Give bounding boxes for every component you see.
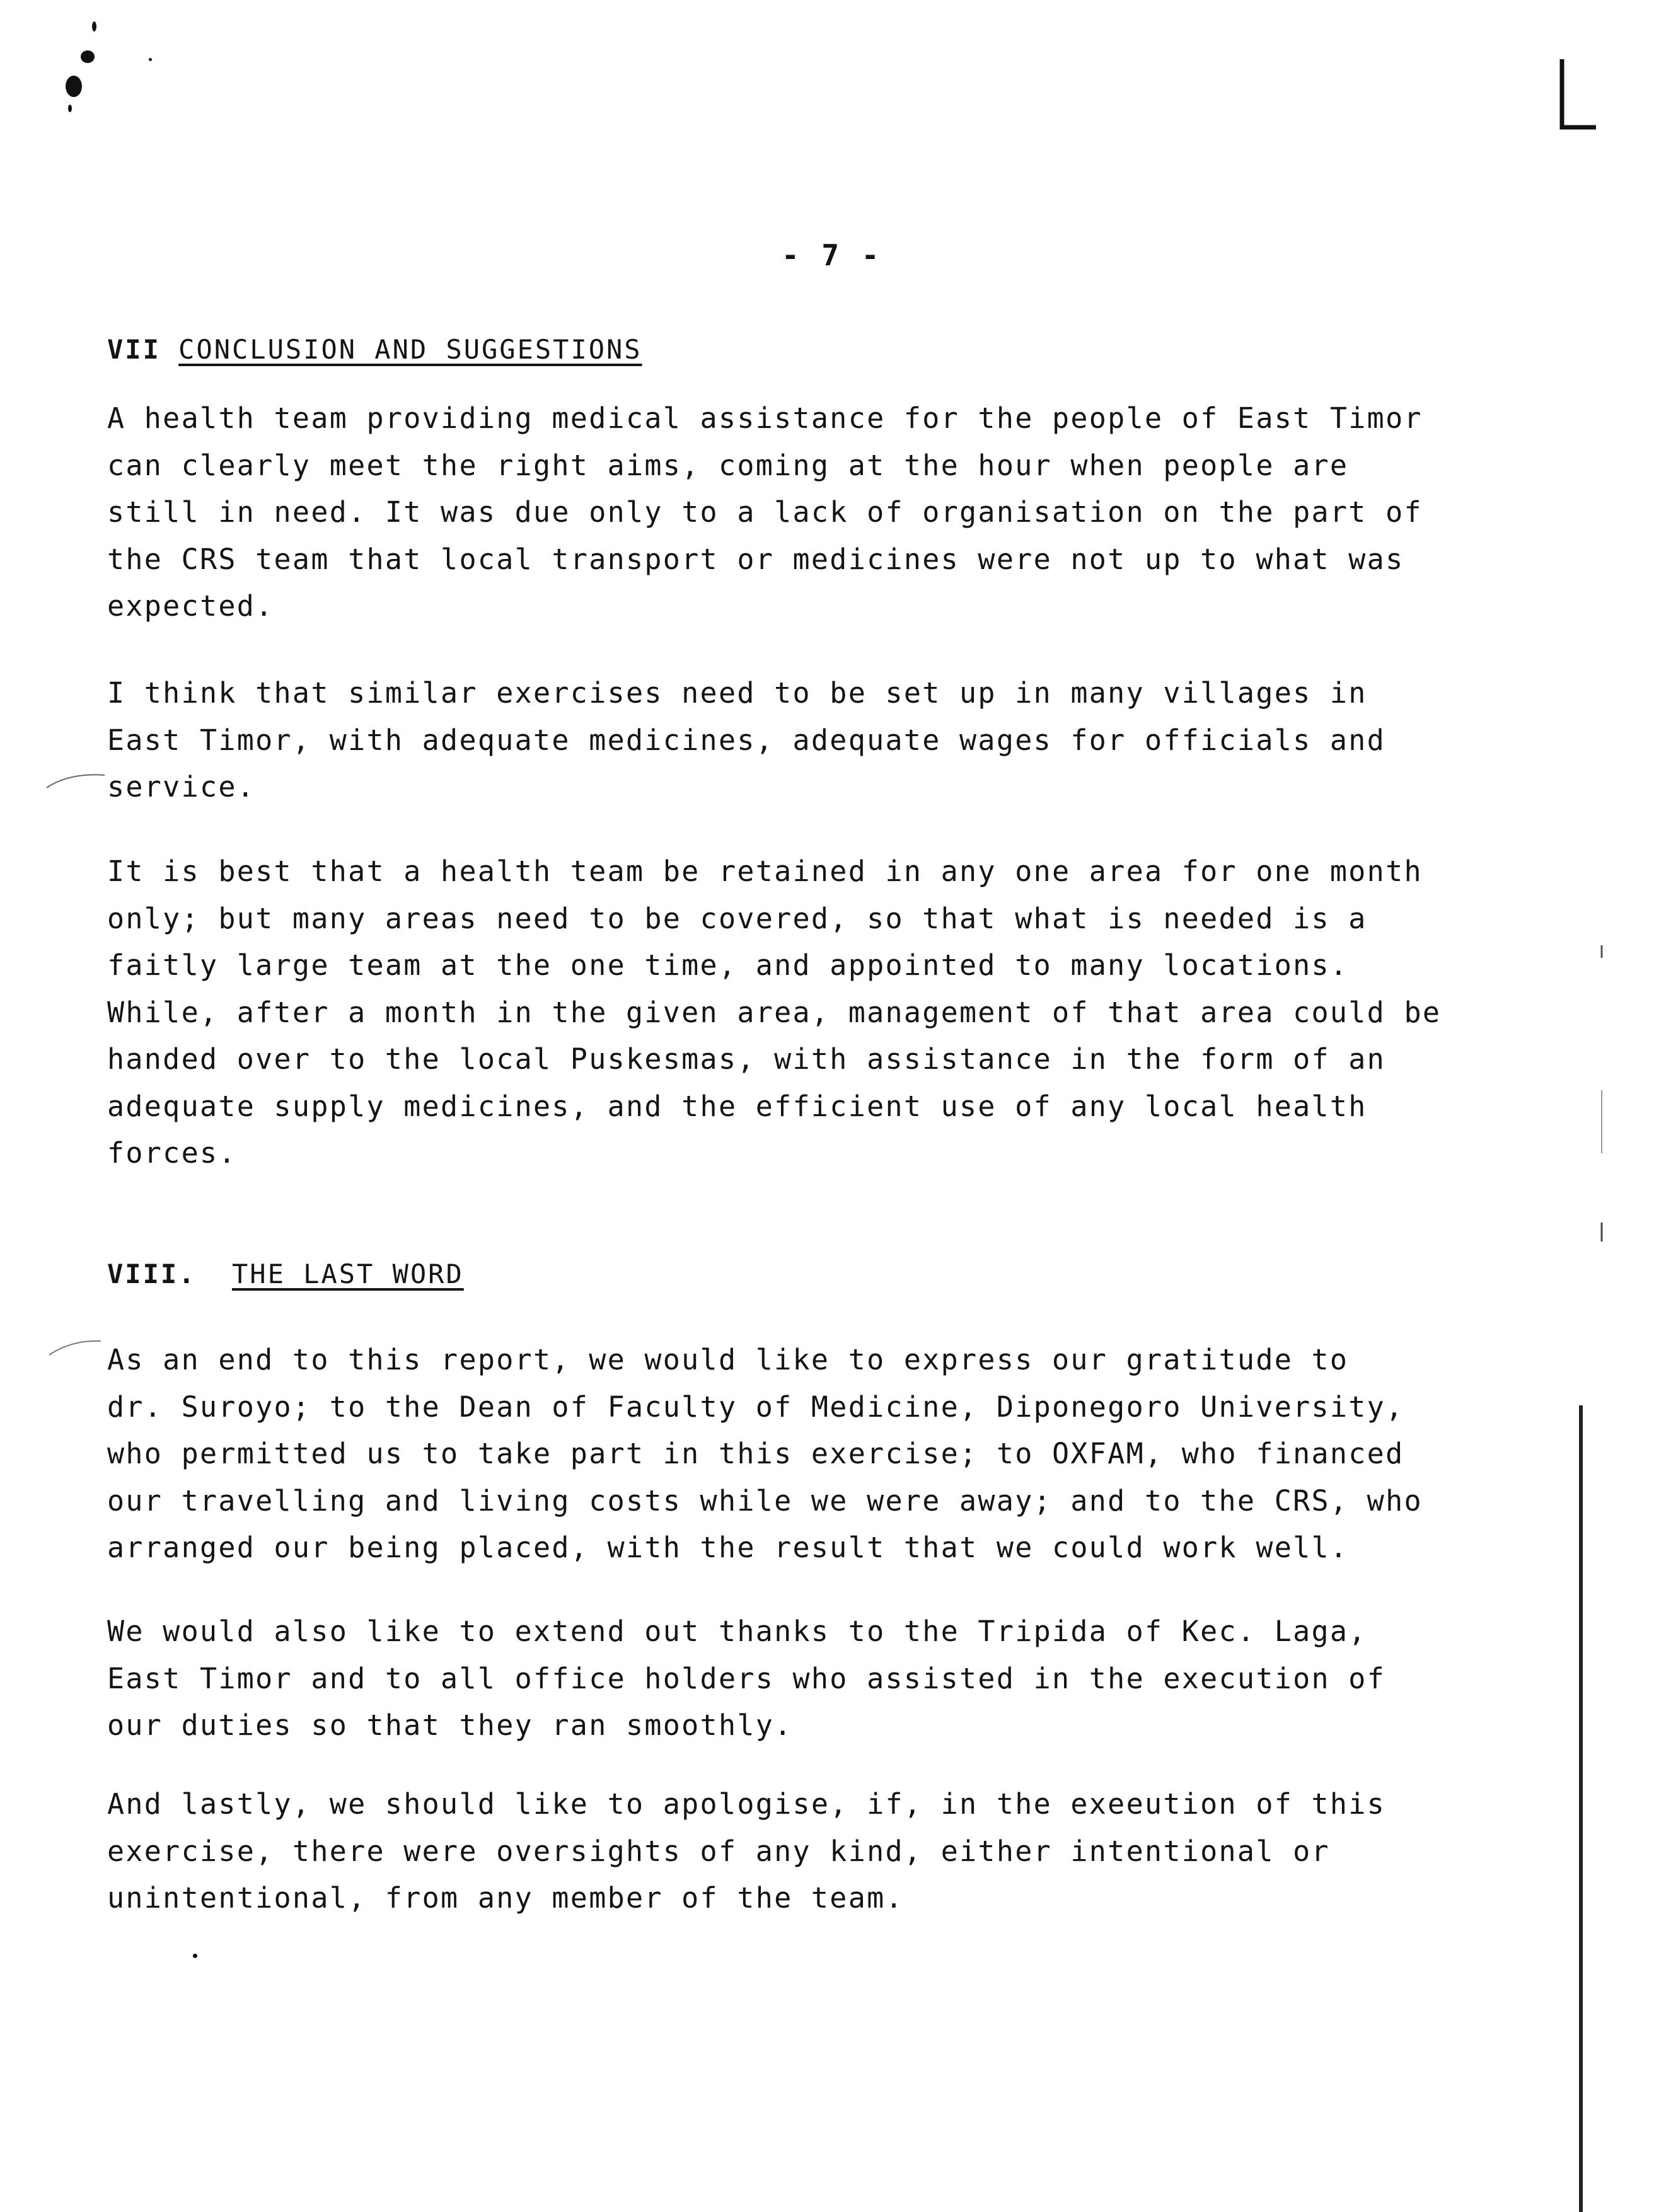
- scan-edge-line: [1575, 1405, 1587, 2212]
- scan-edge-ticks: [1599, 945, 1605, 1248]
- scan-speck: [68, 105, 72, 112]
- text-line: A health team providing medical assistance for the people of East Timor: [107, 401, 1423, 435]
- text-line: And lastly, we should like to apologise, if, in the exeeution of this: [107, 1787, 1386, 1821]
- corner-bracket-mark: [1557, 57, 1601, 139]
- text-line: faitly large team at the one time, and appointed to many locations.: [107, 948, 1349, 982]
- paragraph: [107, 1608, 1557, 1749]
- margin-stroke: [44, 769, 107, 794]
- page-number: - 7 -: [782, 238, 882, 272]
- section-heading: [107, 334, 642, 365]
- text-line: expected.: [107, 589, 274, 623]
- text-line: I think that similar exercises need to be set up in many villages in: [107, 676, 1367, 710]
- text-line: the CRS team that local transport or medicines were not up to what was: [107, 542, 1404, 576]
- scan-speck: [92, 21, 96, 32]
- text-line: exercise, there were oversights of any kind, either intentional or: [107, 1834, 1330, 1868]
- section-number: VIII.: [107, 1259, 197, 1289]
- text-line: only; but many areas need to be covered, so that what is needed is a: [107, 901, 1367, 935]
- text-line: who permitted us to take part in this exercise; to OXFAM, who financed: [107, 1437, 1404, 1470]
- text-line: As an end to this report, we would like to express our gratitude to: [107, 1343, 1349, 1376]
- scan-speck: [149, 58, 152, 61]
- section-title: THE LAST WORD: [232, 1259, 464, 1289]
- text-line: arranged our being placed, with the result that we could work well.: [107, 1531, 1349, 1564]
- text-line: service.: [107, 770, 256, 804]
- text-line: unintentional, from any member of the team.: [107, 1881, 904, 1915]
- text-line: adequate supply medicines, and the efficient use of any local health: [107, 1089, 1367, 1123]
- section-title: CONCLUSION AND SUGGESTIONS: [178, 334, 642, 365]
- paragraph: [107, 395, 1557, 630]
- text-line: our travelling and living costs while we were away; and to the CRS, who: [107, 1483, 1423, 1518]
- margin-stroke: [47, 1336, 103, 1361]
- text-line: our duties so that they ran smoothly.: [107, 1708, 793, 1742]
- scan-speck: [193, 1954, 197, 1958]
- text-line: East Timor, with adequate medicines, adequate wages for officials and: [107, 723, 1386, 757]
- text-line: While, after a month in the given area, management of that area could be: [107, 995, 1442, 1029]
- text-line: East Timor and to all office holders who assisted in the execution of: [107, 1661, 1386, 1695]
- text-line: dr. Suroyo; to the Dean of Faculty of Medicine, Diponegoro University,: [107, 1390, 1404, 1424]
- text-line: still in need. It was due only to a lack of organisation on the part of: [107, 495, 1423, 529]
- text-line: forces.: [107, 1136, 237, 1170]
- paragraph: [107, 1781, 1557, 1922]
- text-line: handed over to the local Puskesmas, with assistance in the form of an: [107, 1042, 1386, 1076]
- paragraph: [107, 848, 1557, 1177]
- text-line: can clearly meet the right aims, coming at the hour when people are: [107, 448, 1349, 482]
- text-line: We would also like to extend out thanks to the Tripida of Kec. Laga,: [107, 1615, 1367, 1648]
- text-line: It is best that a health team be retained in any one area for one month: [107, 855, 1423, 888]
- scan-speck: [81, 50, 95, 63]
- scan-speck: [66, 76, 82, 97]
- section-heading: [107, 1259, 464, 1289]
- paragraph: [107, 1337, 1557, 1572]
- section-number: VII: [107, 334, 161, 365]
- paragraph: [107, 670, 1557, 811]
